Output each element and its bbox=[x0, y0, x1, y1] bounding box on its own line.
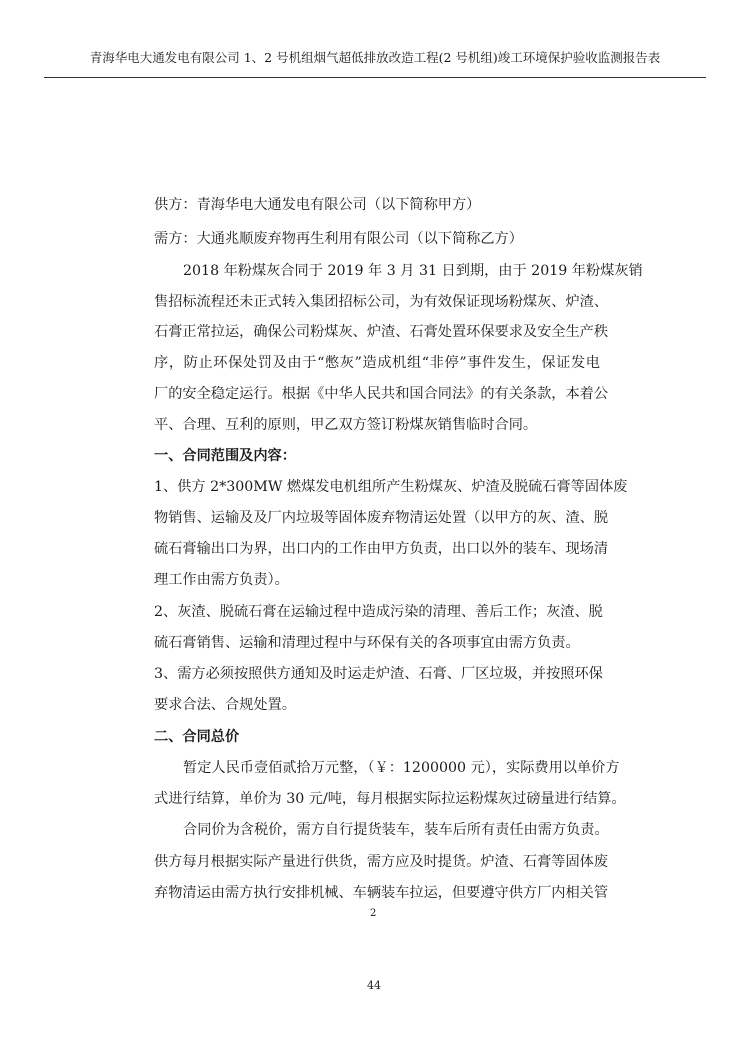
buyer-line: 需方：大通兆顺废弃物再生利用有限公司（以下简称乙方） bbox=[154, 231, 523, 247]
paragraph-line: 供方每月根据实际产量进行供货，需方应及时提货。炉渣、石膏等固体废 bbox=[154, 854, 609, 870]
paragraph-line: 暂定人民币壹佰贰拾万元整，（￥：1200000 元），实际费用以单价方 bbox=[183, 760, 620, 776]
paragraph-line: 序，防止环保处罚及由于“憋灰”造成机组“非停”事件发生，保证发电 bbox=[154, 355, 600, 371]
paragraph-line: 厂的安全稳定运行。根据《中华人民共和国合同法》的有关条款，本着公 bbox=[154, 386, 609, 402]
paragraph-line: 平、合理、互利的原则，甲乙双方签订粉煤灰销售临时合同。 bbox=[154, 417, 538, 433]
running-header: 青海华电大通发电有限公司 1、2 号机组烟气超低排放改造工程(2 号机组)竣工环境保护验收监测报告表 bbox=[89, 50, 661, 65]
paragraph-line: 弃物清运由需方执行安排机械、车辆装车拉运，但要遵守供方厂内相关管 bbox=[154, 885, 609, 901]
paragraph-line: 硫石膏销售、运输和清理过程中与环保有关的各项事宜由需方负责。 bbox=[154, 635, 580, 651]
paragraph-line: 硫石膏输出口为界，出口内的工作由甲方负责，出口以外的装车、现场清 bbox=[154, 541, 609, 557]
paragraph-line: 售招标流程还未正式转入集团招标公司，为有效保证现场粉煤灰、炉渣、 bbox=[154, 294, 609, 310]
paragraph-line: 2、灰渣、脱硫石膏在运输过程中造成污染的清理、善后工作；灰渣、脱 bbox=[154, 604, 603, 620]
paragraph-line: 1、供方 2*300MW 燃煤发电机组所产生粉煤灰、炉渣及脱硫石膏等固体废 bbox=[154, 479, 628, 495]
paragraph-line: 石膏正常拉运，确保公司粉煤灰、炉渣、石膏处置环保要求及安全生产秩 bbox=[154, 324, 609, 340]
page-number: 44 bbox=[367, 979, 381, 992]
section-heading-2: 二、合同总价 bbox=[154, 729, 240, 745]
paragraph-line: 合同价为含税价，需方自行提货装车，装车后所有责任由需方负责。 bbox=[183, 822, 609, 838]
paragraph-line: 理工作由需方负责）。 bbox=[154, 572, 289, 588]
inner-page-number: 2 bbox=[370, 908, 377, 919]
header-divider bbox=[44, 77, 706, 78]
paragraph-line: 物销售、运输及及厂内垃圾等固体废弃物清运处置（以甲方的灰、渣、脱 bbox=[154, 510, 609, 526]
supplier-line: 供方：青海华电大通发电有限公司（以下简称甲方） bbox=[154, 197, 481, 213]
section-heading-1: 一、合同范围及内容： bbox=[154, 448, 296, 464]
paragraph-line: 3、需方必须按照供方通知及时运走炉渣、石膏、厂区垃圾，并按照环保 bbox=[154, 666, 603, 682]
paragraph-line: 要求合法、合规处置。 bbox=[154, 697, 296, 713]
paragraph-line: 2018 年粉煤灰合同于 2019 年 3 月 31 日到期，由于 2019 年粉煤灰销 bbox=[183, 263, 643, 279]
paragraph-line: 式进行结算，单价为 30 元/吨，每月根据实际拉运粉煤灰过磅量进行结算。 bbox=[154, 791, 626, 807]
